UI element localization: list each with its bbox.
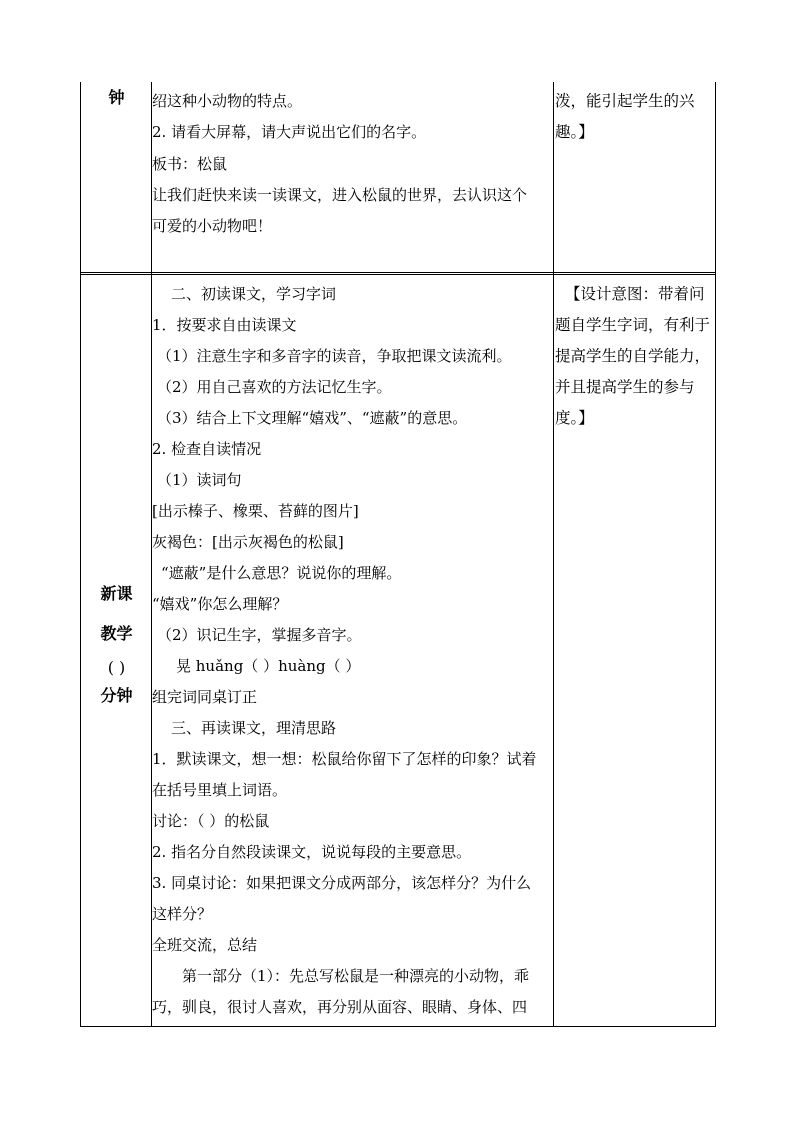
- row1-time-label: 钟: [108, 88, 125, 107]
- row-divider-double: [81, 274, 715, 275]
- row2-section-label: 新课: [100, 584, 133, 603]
- row2-line: 讨论：（ ）的松鼠: [152, 812, 270, 830]
- row1-line: 绍这种小动物的特点。: [152, 92, 303, 110]
- row1-design-note: 趣。】: [555, 123, 594, 141]
- row2-line: 在括号里填上词语。: [152, 781, 288, 799]
- row-divider: [81, 272, 715, 273]
- row2-line: 巧，驯良，很讨人喜欢，再分别从面容、眼睛、身体、四: [152, 998, 528, 1016]
- row1-design-note: 泼，能引起学生的兴: [555, 92, 695, 110]
- column-divider-right: [553, 82, 554, 1026]
- row2-design-note: 度。】: [555, 409, 594, 427]
- row2-line: （2）识记生字，掌握多音字。: [157, 626, 362, 644]
- row2-line: 2. 指名分自然段读课文，说说每段的主要意思。: [152, 843, 472, 861]
- row2-line: 组完词同桌订正: [152, 688, 258, 706]
- row2-line: 第一部分（1）：先总写松鼠是一种漂亮的小动物，乖: [182, 967, 530, 985]
- row2-line: （3）结合上下文理解“嬉戏”、“遮蔽”的意思。: [157, 409, 468, 427]
- row2-section-label: 教学: [100, 624, 133, 643]
- row2-line: 3. 同桌讨论：如果把课文分成两部分，该怎样分？为什么: [152, 874, 532, 892]
- row2-line: “嬉戏”你怎么理解？: [152, 595, 288, 613]
- row2-section-label: 分钟: [100, 686, 133, 705]
- row2-design-note: 提高学生的自学能力，: [555, 347, 711, 365]
- row2-line: [出示榛子、橡栗、苔藓的图片]: [152, 502, 359, 520]
- row2-line: （1）注意生字和多音字的读音，争取把课文读流利。: [157, 347, 512, 365]
- row2-design-note: 题自学生字词，有利于: [555, 316, 711, 334]
- row2-design-note: 并且提高学生的参与: [555, 378, 695, 396]
- row2-line: 1．默读课文，想一想：松鼠给你留下了怎样的印象？试着: [152, 750, 537, 768]
- row2-time-blank: ( ): [107, 658, 126, 677]
- lesson-plan-table: [80, 82, 716, 1027]
- row2-line: 灰褐色：[出示灰褐色的松鼠]: [152, 533, 344, 551]
- row2-line: 2. 检查自读情况: [152, 440, 262, 458]
- row1-line: 板书：松鼠: [152, 155, 228, 173]
- row2-line: “遮蔽”是什么意思？说说你的理解。: [161, 564, 402, 582]
- row2-line: 全班交流，总结: [152, 936, 258, 954]
- row1-line: 可爱的小动物吧！: [152, 217, 273, 235]
- row2-line: （1）读词句: [157, 471, 242, 489]
- row2-line: 这样分？: [152, 905, 213, 923]
- section-heading: 二、初读课文，学习字词: [171, 285, 337, 303]
- row2-line: 1．按要求自由读课文: [152, 316, 297, 334]
- row1-line: 让我们赶快来读一读课文，进入松鼠的世界，去认识这个: [152, 186, 528, 204]
- row1-line: 2. 请看大屏幕，请大声说出它们的名字。: [152, 123, 427, 141]
- section-heading: 三、再读课文，理清思路: [171, 719, 337, 737]
- row2-design-note: 【设计意图：带着问: [565, 285, 705, 303]
- row2-line: 晃 huǎng（ ）huàng（ ）: [176, 657, 361, 675]
- row2-line: （2）用自己喜欢的方法记忆生字。: [157, 378, 392, 396]
